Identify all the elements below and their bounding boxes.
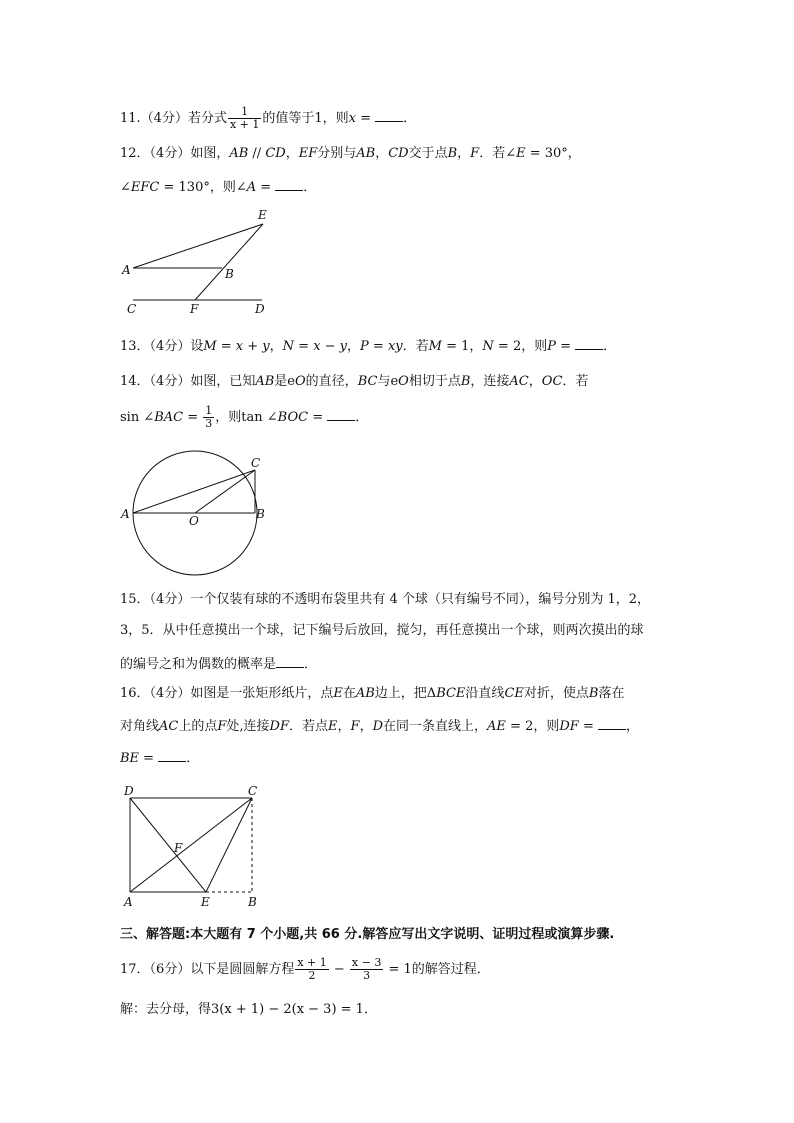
label-A: A (122, 263, 131, 277)
question-16-line-2: 对角线AC上的点F处,连接DF．若点E，F，D在同一条直线上，AE = 2，则DF = ， (120, 715, 680, 737)
section-heading: 三、解答题:本大题有 7 个小题,共 66 分.解答应写出文字说明、证明过程或演算步骤. (120, 927, 615, 942)
question-15-line-3: 的编号之和为偶数的概率是 ． (120, 653, 680, 675)
label-O: O (189, 514, 199, 528)
question-16-line-1: 16．（4分）如图是一张矩形纸片，点E在AB边上，把ΔBCE沿直线CE对折，使点B落在 (120, 686, 625, 701)
label-A: A (124, 895, 133, 909)
question-12-line-1: 12．（4分）如图，AB // CD，EF分别与AB，CD交于点B，F．若∠E = 30°， (120, 146, 581, 161)
label-C: C (248, 784, 258, 798)
question-16-line-3: BE = ． (120, 747, 680, 769)
question-11: 11.（4分）若分式 $\frac{1}{x + 1}$ 的值等于1，则x = ． (120, 105, 417, 131)
label-D: D (124, 784, 134, 798)
fraction: $\frac{1}{3}$ (205, 404, 213, 430)
label-D: D (255, 302, 265, 316)
question-12-line-2: ∠EFC = 130°，则∠A = ． (120, 176, 680, 198)
question-15-line-1: 15．（4分）一个仅装有球的不透明布袋里共有 4 个球（只有编号不同），编号分别为 1，2， (120, 592, 651, 607)
question-14-line-1: 14．（4分）如图，已知AB是eO的直径，BC与eO相切于点B，连接AC，OC．若 (120, 374, 589, 389)
question-13: 13．（4分）设M = x + y，N = x − y，P = xy．若M = 1，N = 2，则P = ． (120, 335, 680, 357)
label-C: C (127, 302, 137, 316)
question-15-line-2: 3，5．从中任意摸出一个球，记下编号后放回，搅匀，再任意摸出一个球，则两次摸出的球 (120, 623, 644, 638)
question-14-line-2: sin ∠BAC = $\frac{1}{3}$ ，则tan ∠BOC = ． (120, 404, 369, 430)
fraction: $\frac{x + 1}{2}$ (297, 956, 327, 982)
label-B: B (256, 507, 265, 521)
label-B: B (248, 895, 257, 909)
label-E: E (201, 895, 210, 909)
question-17-solution: 解：去分母，得3(x + 1) − 2(x − 3) = 1． (120, 1002, 377, 1017)
label-B: B (225, 267, 234, 281)
fraction: $\frac{1}{x + 1}$ (229, 105, 260, 131)
label-F: F (190, 302, 199, 316)
label-A: A (121, 507, 130, 521)
label-C: C (251, 456, 261, 470)
question-17: 17．（6分）以下是圆圆解方程 $\frac{x + 1}{2}$ − $\frac{x - 3}{3}$ = 1的解答过程． (120, 956, 490, 982)
label-F: F (174, 841, 183, 855)
fraction: $\frac{x - 3}{3}$ (351, 956, 382, 982)
label-E: E (258, 208, 267, 222)
